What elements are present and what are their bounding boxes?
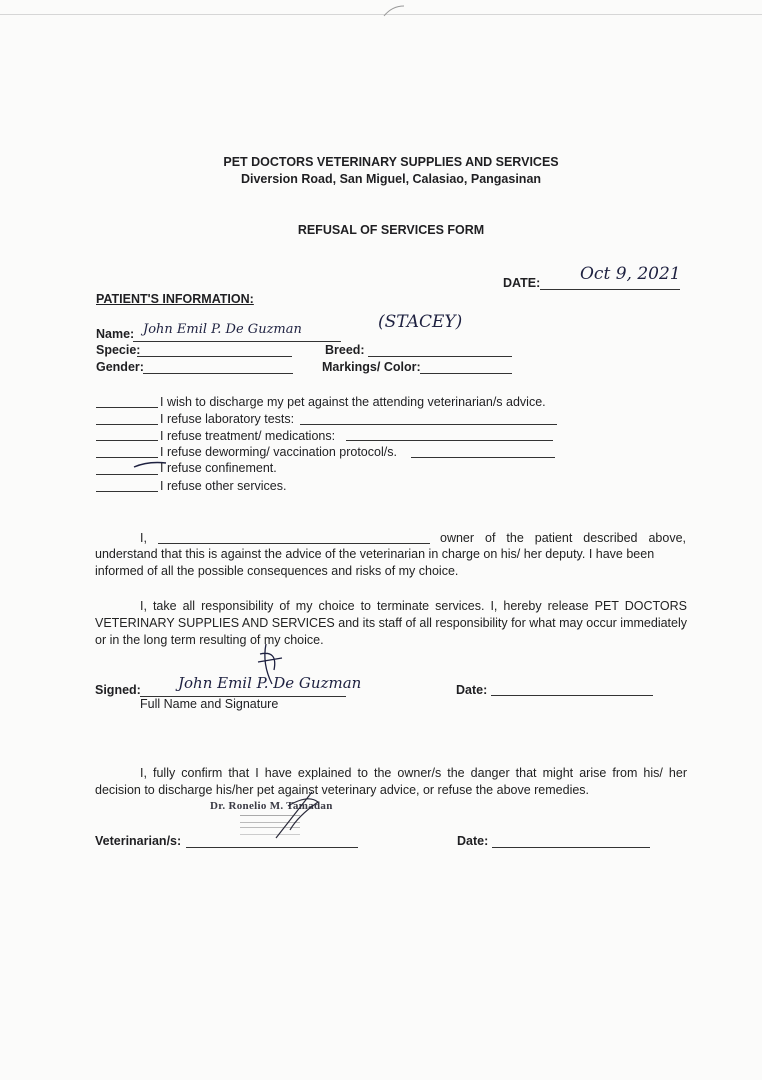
statement-1-end: owner of the patient described above,: [440, 531, 686, 545]
signature-flourish: [252, 640, 286, 688]
confirmation-text: I, fully confirm that I have explained to the owner/s the danger that might arise from his/ her decision to discharge his/her pet against veterinary advice, or refuse the above remedies.: [95, 766, 687, 797]
specie-label: Specie:: [96, 343, 141, 357]
option-2: I refuse laboratory tests:: [160, 412, 295, 426]
scan-edge-line: [0, 14, 762, 15]
signed-date-label: Date:: [456, 683, 488, 697]
vet-label: Veterinarian/s:: [95, 834, 182, 848]
name-label: Name:: [96, 327, 135, 341]
signature-sub-label: Full Name and Signature: [140, 697, 279, 711]
vet-stamp-name: Dr. Ronelio M. Tamadan: [210, 800, 333, 812]
patient-section-title: PATIENT'S INFORMATION:: [96, 292, 254, 306]
vet-date-label: Date:: [457, 834, 489, 848]
option-blank-1: [96, 393, 158, 408]
specie-field: [137, 342, 292, 357]
date-handwritten: Oct 9, 2021: [580, 264, 681, 284]
owner-name-field: [158, 528, 430, 544]
option-5: I refuse confinement.: [160, 461, 277, 475]
gender-label: Gender:: [96, 360, 144, 374]
gender-field: [143, 359, 293, 374]
vet-date-field: [492, 832, 650, 848]
markings-field: [420, 359, 512, 374]
breed-field: [368, 342, 512, 357]
lab-tests-field: [300, 410, 557, 425]
option-6: I refuse other services.: [160, 479, 287, 493]
markings-label: Markings/ Color:: [322, 360, 421, 374]
form-title: REFUSAL OF SERVICES FORM: [297, 223, 485, 237]
pet-name-handwritten: (STACEY): [378, 312, 463, 332]
signed-date-field: [491, 680, 653, 696]
option-blank-3: [96, 426, 158, 441]
treatment-field: [346, 426, 553, 441]
signature-handwritten: John Emil P. De Guzman: [178, 674, 362, 692]
company-address: Diversion Road, San Miguel, Calasiao, Pangasinan: [240, 172, 542, 186]
option-blank-2: [96, 410, 158, 425]
statement-2: I, take all responsibility of my choice to terminate services. I, hereby release PET DOCTORS VETERINARY SUPPLIES AND SERVICES and its staff of all responsibility for what may occur immediately or in the long term resulting of my choice.: [95, 599, 687, 647]
option-4: I refuse deworming/ vaccination protocol/s.: [160, 445, 397, 459]
option-blank-4: [96, 443, 158, 458]
scan-mark: [382, 4, 406, 18]
deworming-field: [411, 443, 555, 458]
company-name: PET DOCTORS VETERINARY SUPPLIES AND SERVICES: [223, 155, 559, 169]
option-1: I wish to discharge my pet against the attending veterinarian/s advice.: [160, 395, 546, 409]
statement-1-body: understand that this is against the advice of the veterinarian in charge on his/ her deputy. I have been informed of all the possible consequences and risks of my choice.: [95, 547, 655, 578]
signed-label: Signed:: [95, 683, 141, 697]
vet-field: [186, 832, 358, 848]
statement-1-start: I,: [140, 531, 147, 545]
breed-label: Breed:: [325, 343, 365, 357]
option-3: I refuse treatment/ medications:: [160, 429, 336, 443]
option-blank-6: [96, 477, 158, 492]
name-handwritten: John Emil P. De Guzman: [143, 322, 302, 337]
date-label: DATE:: [503, 276, 541, 290]
